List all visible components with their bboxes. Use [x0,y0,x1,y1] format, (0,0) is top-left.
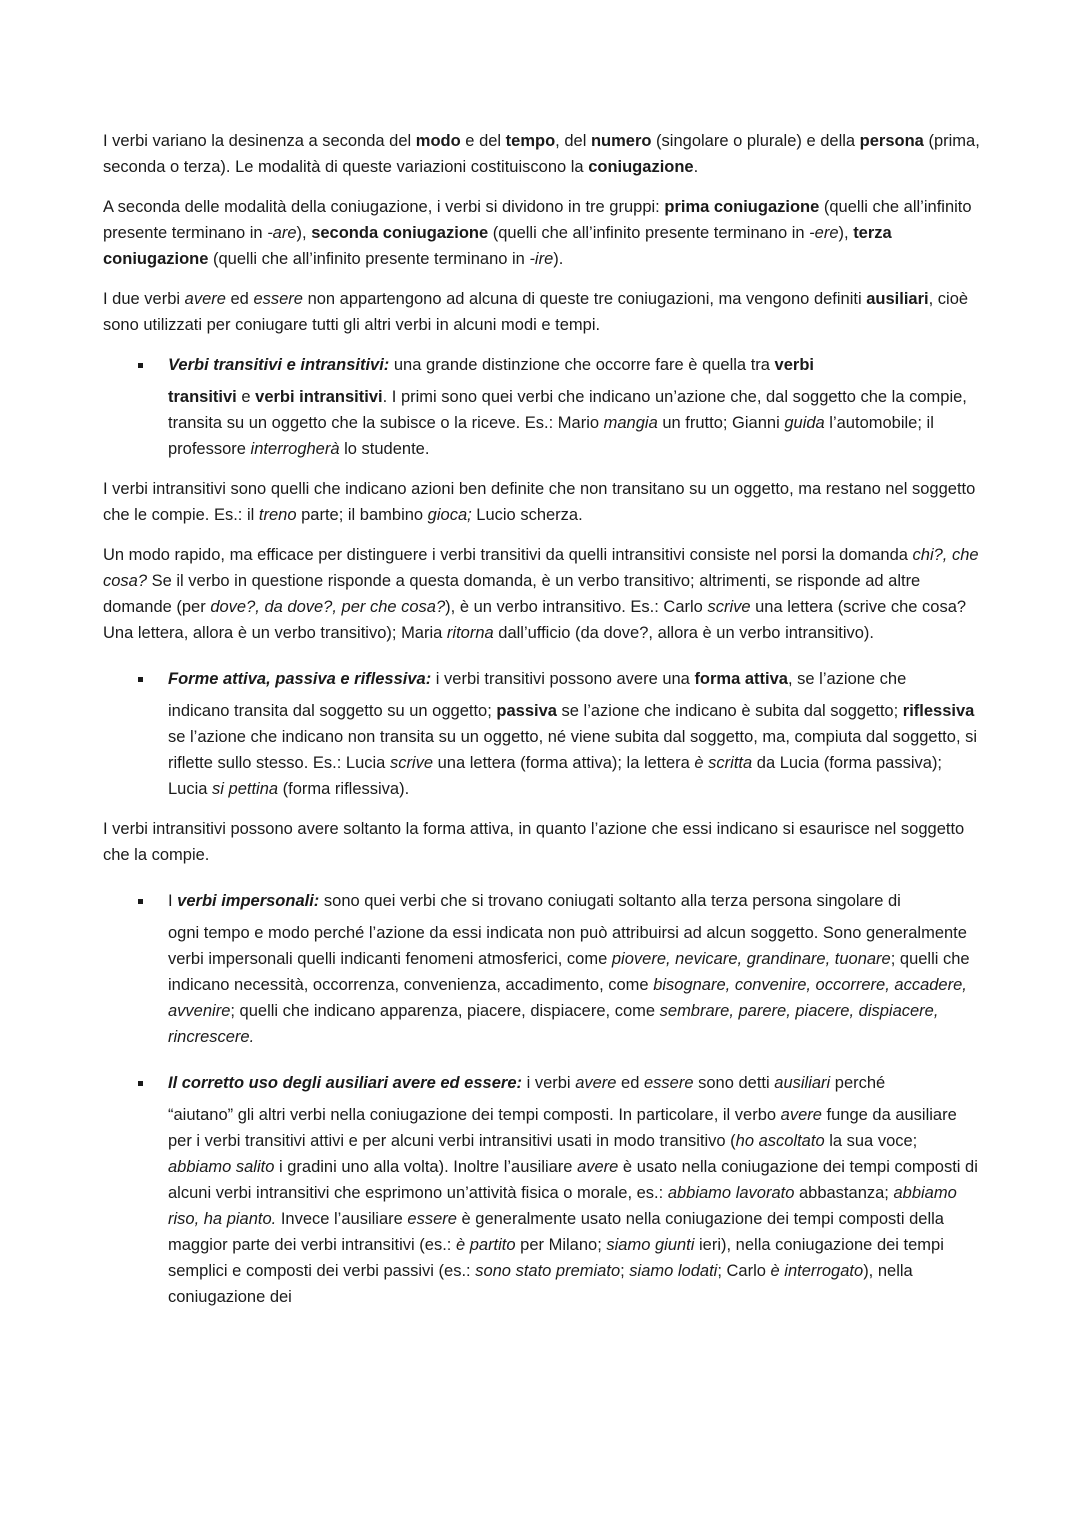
paragraph-forma-attiva: I verbi intransitivi possono avere soltanto la forma attiva, in quanto l’azione che essi indicano si esaurisce nel soggetto che la compie. [103,820,965,864]
bullet-icon [138,363,143,368]
list-item-transitivi: Verbi transitivi e intransitivi: una grande distinzione che occorre fare è quella tra verbi transitivi e verbi intransitivi. I primi sono quei verbi che indicano un’azione che, dal soggetto che la compie, transita su un oggetto che la subisce o la riceve. Es.: Mario mangia un frutto; Gianni guida l’automobile; il professore interrogherà lo studente. [168,352,983,462]
document-body [103,128,983,1324]
list-item-ausiliari: Il corretto uso degli ausiliari avere ed essere: i verbi avere ed essere sono detti ausiliari perché “aiutano” gli altri verbi nella coniugazione dei tempi composti. In particolare, il verbo avere funge da ausiliare per i verbi transitivi attivi e per alcuni verbi intransitivi usati in modo transitivo (ho ascoltato la sua voce; abbiamo salito i gradini uno alla volta). Inoltre l’ausiliare avere è usato nella coniugazione dei tempi composti di alcuni verbi intransitivi che esprimono un’attività fisica o morale, es.: abbiamo lavorato abbastanza; abbiamo riso, ha pianto. Invece l’ausiliare essere è generalmente usato nella coniugazione dei tempi composti della maggior parte dei verbi intransitivi (es.: è partito per Milano; siamo giunti ieri), nella coniugazione dei tempi semplici e composti dei verbi passivi (es.: sono stato premiato; siamo lodati; Carlo è interrogato), nella coniugazione dei [168,1070,983,1310]
bullet-icon [138,899,143,904]
paragraph-domanda: Un modo rapido, ma efficace per distinguere i verbi transitivi da quelli intransitivi consiste nel porsi la domanda chi?, che cosa? Se il verbo in questione risponde a questa domanda, è un verbo transitivo; altrimenti, se risponde ad altre domande (per dove?, da dove?, per che cosa?), è un verbo intransitivo. Es.: Carlo scrive una lettera (scrive che cosa? Una lettera, allora è un verbo transitivo); Maria ritorna dall’ufficio (da dove?, allora è un verbo intransitivo). [103,546,979,642]
paragraph-gruppi: A seconda delle modalità della coniugazione, i verbi si dividono in tre gruppi: prima coniugazione (quelli che all’infinito presente terminano in -are), seconda coniugazione (quelli che all’infinito presente terminano in -ere), terza coniugazione (quelli che all’infinito presente terminano in -ire). [103,198,972,268]
list-item-forme: Forme attiva, passiva e riflessiva: i verbi transitivi possono avere una forma attiva, se l’azione che indicano transita dal soggetto su un oggetto; passiva se l’azione che indicano è subita dal soggetto; riflessiva se l’azione che indicano non transita su un oggetto, né viene subita dal soggetto, ma, compiuta dal soggetto, si riflette sullo stesso. Es.: Lucia scrive una lettera (forma attiva); la lettera è scritta da Lucia (forma passiva); Lucia si pettina (forma riflessiva). [168,666,983,802]
paragraph-intransitivi: I verbi intransitivi sono quelli che indicano azioni ben definite che non transitano su un oggetto, ma restano nel soggetto che le compie. Es.: il treno parte; il bambino gioca; Lucio scherza. [103,480,976,524]
bullet-icon [138,677,143,682]
paragraph-coniugazione: I verbi variano la desinenza a seconda del modo e del tempo, del numero (singolare o plurale) e della persona (prima, seconda o terza). Le modalità di queste variazioni costituiscono la coniugazione. [103,132,980,176]
bullet-icon [138,1081,143,1086]
list-item-impersonali: I verbi impersonali: sono quei verbi che si trovano coniugati soltanto alla terza persona singolare di ogni tempo e modo perché l’azione da essi indicata non può attribuirsi ad alcun soggetto. Sono generalmente verbi impersonali quelli indicanti fenomeni atmosferici, come piovere, nevicare, grandinare, tuonare; quelli che indicano necessità, occorrenza, convenienza, accadimento, come bisognare, convenire, occorrere, accadere, avvenire; quelli che indicano apparenza, piacere, dispiacere, come sembrare, parere, piacere, dispiacere, rincrescere. [168,888,983,1050]
paragraph-ausiliari: I due verbi avere ed essere non appartengono ad alcuna di queste tre coniugazioni, ma vengono definiti ausiliari, cioè sono utilizzati per coniugare tutti gli altri verbi in alcuni modi e tempi. [103,290,969,334]
